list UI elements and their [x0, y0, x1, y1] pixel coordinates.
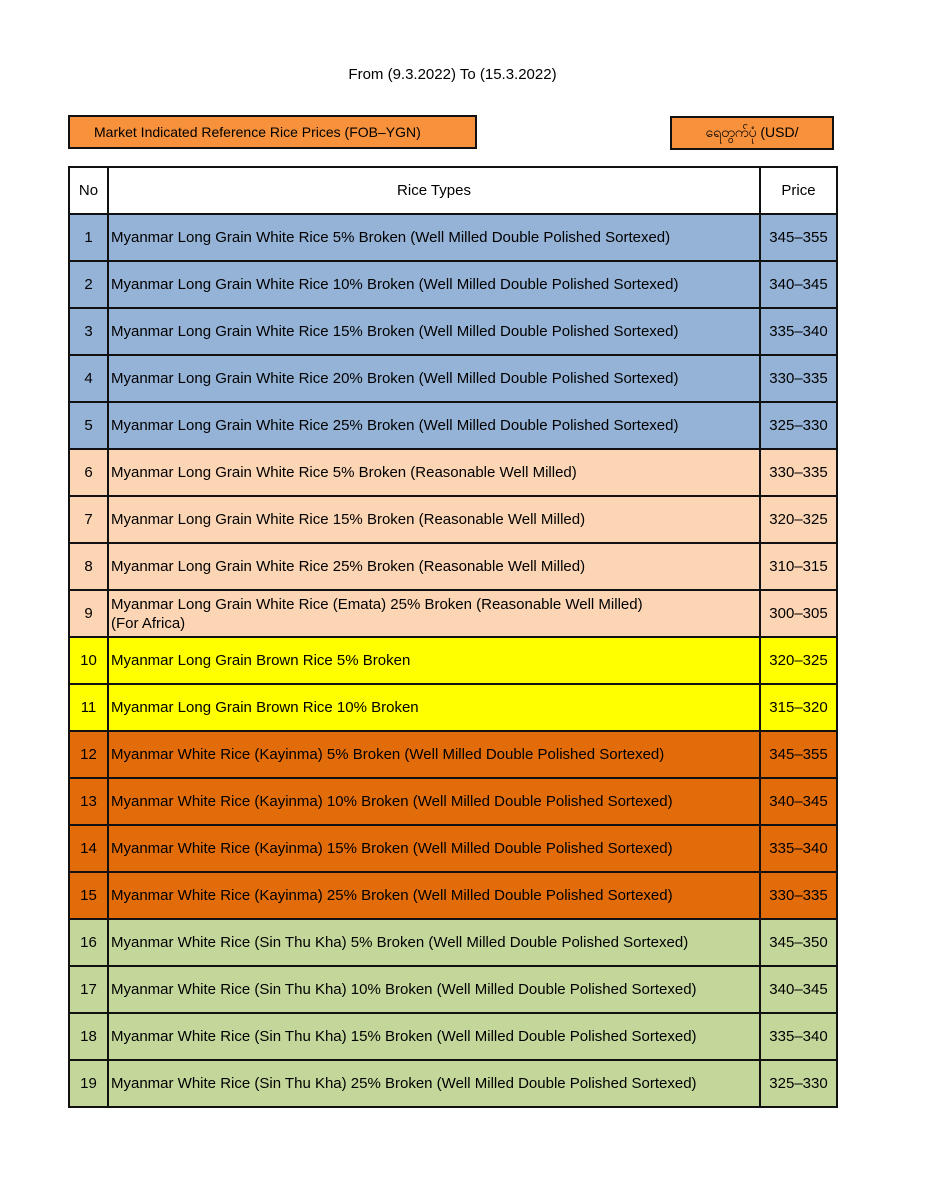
price-range: 335–340	[760, 825, 837, 872]
row-number: 6	[69, 449, 108, 496]
rice-type-multiline	[108, 590, 760, 637]
rice-type: Myanmar White Rice (Sin Thu Kha) 15% Broken (Well Milled Double Polished Sortexed)	[108, 1013, 760, 1060]
row-number: 19	[69, 1060, 108, 1107]
table-row	[69, 449, 837, 496]
rice-type: Myanmar White Rice (Kayinma) 10% Broken (Well Milled Double Polished Sortexed)	[108, 778, 760, 825]
price-range: 335–340	[760, 1013, 837, 1060]
rice-type: Myanmar White Rice (Kayinma) 5% Broken (Well Milled Double Polished Sortexed)	[108, 731, 760, 778]
price-range: 330–335	[760, 449, 837, 496]
rice-type: Myanmar Long Grain Brown Rice 5% Broken	[108, 637, 760, 684]
row-number: 15	[69, 872, 108, 919]
rice-type: Myanmar Long Grain Brown Rice 10% Broken	[108, 684, 760, 731]
rice-type: Myanmar Long Grain White Rice 15% Broken (Well Milled Double Polished Sortexed)	[108, 308, 760, 355]
row-number: 8	[69, 543, 108, 590]
row-number: 17	[69, 966, 108, 1013]
price-range: 315–320	[760, 684, 837, 731]
row-number: 9	[69, 590, 108, 637]
table-row	[69, 872, 837, 919]
rice-type: Myanmar White Rice (Sin Thu Kha) 5% Broken (Well Milled Double Polished Sortexed)	[108, 919, 760, 966]
row-number: 11	[69, 684, 108, 731]
table-row	[69, 919, 837, 966]
row-number: 5	[69, 402, 108, 449]
table-row	[69, 778, 837, 825]
price-range: 330–335	[760, 355, 837, 402]
table-row	[69, 308, 837, 355]
table-row	[69, 1013, 837, 1060]
row-number: 4	[69, 355, 108, 402]
price-range: 335–340	[760, 308, 837, 355]
price-table-title: Market Indicated Reference Rice Prices (FOB–YGN)	[68, 115, 477, 149]
row-number: 10	[69, 637, 108, 684]
rice-type: Myanmar Long Grain White Rice 25% Broken (Well Milled Double Polished Sortexed)	[108, 402, 760, 449]
unit-label: ရေတွက်ပုံ (USD/	[670, 116, 834, 150]
row-number: 12	[69, 731, 108, 778]
table-row	[69, 496, 837, 543]
row-number: 14	[69, 825, 108, 872]
price-range: 325–330	[760, 1060, 837, 1107]
row-number: 7	[69, 496, 108, 543]
rice-type: Myanmar Long Grain White Rice 20% Broken (Well Milled Double Polished Sortexed)	[108, 355, 760, 402]
price-range: 330–335	[760, 872, 837, 919]
rice-type: Myanmar Long Grain White Rice 25% Broken (Reasonable Well Milled)	[108, 543, 760, 590]
price-range: 345–355	[760, 214, 837, 261]
table-row	[69, 543, 837, 590]
table-row	[69, 261, 837, 308]
rice-type: Myanmar White Rice (Kayinma) 25% Broken (Well Milled Double Polished Sortexed)	[108, 872, 760, 919]
column-header-rice-types: Rice Types	[108, 167, 760, 214]
table-row	[69, 214, 837, 261]
row-number: 18	[69, 1013, 108, 1060]
table-row	[69, 590, 837, 637]
rice-type: Myanmar White Rice (Sin Thu Kha) 10% Broken (Well Milled Double Polished Sortexed)	[108, 966, 760, 1013]
price-range: 340–345	[760, 778, 837, 825]
date-range: From (9.3.2022) To (15.3.2022)	[348, 66, 557, 83]
price-range: 340–345	[760, 966, 837, 1013]
table-row	[69, 1060, 837, 1107]
table-row	[69, 966, 837, 1013]
row-number: 2	[69, 261, 108, 308]
table-row	[69, 684, 837, 731]
rice-type-line-1: Myanmar Long Grain White Rice (Emata) 25% Broken (Reasonable Well Milled)	[111, 595, 643, 613]
price-range: 345–350	[760, 919, 837, 966]
table-row	[69, 402, 837, 449]
row-number: 13	[69, 778, 108, 825]
rice-price-table	[68, 166, 838, 1108]
table-row	[69, 355, 837, 402]
rice-type: Myanmar Long Grain White Rice 5% Broken (Well Milled Double Polished Sortexed)	[108, 214, 760, 261]
price-range: 300–305	[760, 590, 837, 637]
price-range: 320–325	[760, 637, 837, 684]
row-number: 3	[69, 308, 108, 355]
rice-type: Myanmar White Rice (Sin Thu Kha) 25% Broken (Well Milled Double Polished Sortexed)	[108, 1060, 760, 1107]
table-row	[69, 825, 837, 872]
column-header-price: Price	[760, 167, 837, 214]
price-range: 325–330	[760, 402, 837, 449]
row-number: 16	[69, 919, 108, 966]
price-range: 340–345	[760, 261, 837, 308]
rice-type: Myanmar Long Grain White Rice 10% Broken (Well Milled Double Polished Sortexed)	[108, 261, 760, 308]
rice-type: Myanmar Long Grain White Rice 15% Broken (Reasonable Well Milled)	[108, 496, 760, 543]
table-row	[69, 731, 837, 778]
table-header-row	[69, 167, 837, 214]
rice-type: Myanmar White Rice (Kayinma) 15% Broken (Well Milled Double Polished Sortexed)	[108, 825, 760, 872]
column-header-no: No	[69, 167, 108, 214]
rice-type-line-2: (For Africa)	[111, 614, 186, 632]
price-range: 310–315	[760, 543, 837, 590]
row-number: 1	[69, 214, 108, 261]
rice-type: Myanmar Long Grain White Rice 5% Broken (Reasonable Well Milled)	[108, 449, 760, 496]
table-row	[69, 637, 837, 684]
price-range: 345–355	[760, 731, 837, 778]
price-range: 320–325	[760, 496, 837, 543]
